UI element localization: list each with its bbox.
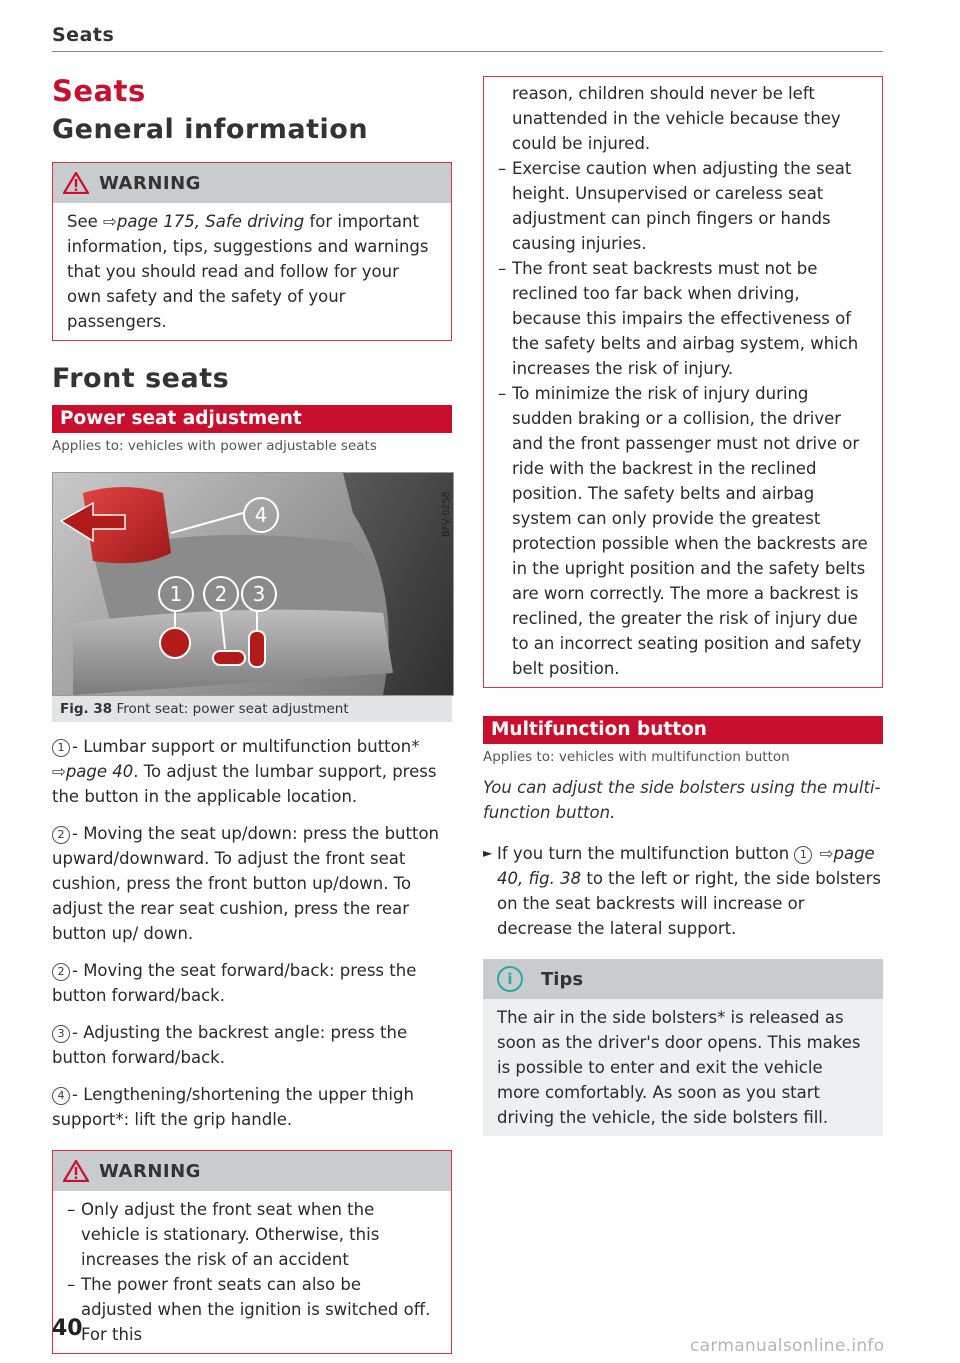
item-backrest-angle: 3 - Adjusting the backrest angle: press the button forward/back.: [52, 1023, 408, 1067]
step-bullet-icon: ►: [483, 846, 493, 860]
tips-body: The air in the side bolsters* is released as soon as the driver's door opens. This makes is possible to enter and exit the vehicle more comfortably. As soon as you start driving the vehicle, the side bolsters fill.: [497, 1008, 861, 1127]
header-rule: [52, 51, 883, 52]
callout-3: 3: [241, 576, 277, 612]
callout-number: 2: [52, 963, 70, 981]
warning-text-prefix: See: [67, 212, 104, 231]
warning-label: WARNING: [99, 172, 201, 194]
item-lumbar: 1 - Lumbar support or multifunction button* ⇨page 40. To adjust the lumbar support, press the button in the applicable location.: [52, 737, 437, 806]
section-title: General information: [52, 114, 369, 145]
intro-text: You can adjust the side bolsters using the multi-function button.: [483, 778, 881, 822]
callout-2: 2: [203, 576, 239, 612]
info-icon: i: [497, 966, 523, 992]
warning-continuation-box: [483, 76, 883, 688]
warning-body: [53, 1191, 451, 1353]
applies-to: Applies to: vehicles with multifunction button: [483, 749, 790, 765]
front-seats-title: Front seats: [52, 363, 230, 394]
left-column: [52, 72, 452, 1354]
arrow-right-icon: ⇨: [52, 762, 66, 781]
callout-4: 4: [243, 497, 279, 533]
warning-header: [53, 1151, 451, 1191]
list-item: – To minimize the risk of injury during sudden braking or a collision, the driver and the front passenger must not drive or ride with the backrest in the reclined position. The safety belts and airbag system can only provide the greatest protection possible when the backrests are in the upright position and the safety belts are worn correctly. The more a backrest is reclined, the greater the risk of injury due to an incorrect seating position and safety belt position.: [498, 381, 868, 681]
callout-number: 4: [52, 1087, 70, 1105]
figure-caption: [52, 696, 452, 722]
watermark: carmanualsonline.info: [690, 1336, 885, 1356]
tips-header: [483, 959, 883, 999]
figure-code: BFV-0258: [441, 491, 452, 537]
tips-box: [483, 959, 883, 1136]
arrow-right-icon: ⇨: [819, 844, 834, 863]
item-seat-updown: 2 - Moving the seat up/down: press the button upward/downward. To adjust the front seat cushion, press the front button up/down. To adjust the rear seat cushion, press the rear button up/ down.: [52, 824, 439, 943]
page-link-40[interactable]: page 40: [65, 762, 134, 781]
subsection-bar-multifunction: Multifunction button: [483, 716, 883, 744]
callout-number: 2: [52, 826, 70, 844]
chapter-title: Seats: [52, 74, 146, 108]
step-instruction: ► If you turn the multifunction button 1 ⇨page 40, fig. 38 to the left or right, the side bolsters on the seat backrests will increase or decrease the lateral support.: [483, 841, 883, 941]
item-seat-forward-back: 2 - Moving the seat forward/back: press the button forward/back.: [52, 961, 417, 1005]
subsection-bar-power-seat: Power seat adjustment: [52, 405, 452, 433]
callout-number: 1: [52, 739, 70, 757]
callout-number: 1: [794, 846, 812, 864]
seat-figure: [52, 472, 454, 696]
arrow-right-icon: ⇨: [103, 212, 117, 231]
warning-box: [52, 162, 452, 341]
page-link-fig-38[interactable]: page 40, fig. 38: [497, 844, 875, 888]
warning-triangle-icon: [63, 172, 89, 194]
figure-caption-text: Front seat: power seat adjustment: [116, 701, 349, 717]
figure-label: Fig. 38: [60, 701, 113, 717]
list-item: – Exercise caution when adjusting the seat height. Unsupervised or careless seat adjustment can pinch fingers or hands causing injuries.: [498, 156, 868, 256]
continuation-text: reason, children should never be left unattended in the vehicle because they could be injured.: [512, 84, 841, 153]
warning-triangle-icon: [63, 1160, 89, 1182]
warning-text-suffix: for important information, tips, suggestions and warnings that you should read and follow for your own safety and the safety of your passengers.: [67, 212, 429, 331]
list-item: – Only adjust the front seat when the vehicle is stationary. Otherwise, this increases the risk of an accident: [67, 1197, 437, 1272]
page-number: 40: [52, 1316, 83, 1341]
item-thigh-support: 4 - Lengthening/shortening the upper thigh support*: lift the grip handle.: [52, 1085, 414, 1129]
page-link-safe-driving[interactable]: page 175, Safe driving: [116, 212, 305, 231]
callout-1: 1: [158, 576, 194, 612]
list-item: – The front seat backrests must not be reclined too far back when driving, because this impairs the effectiveness of the safety belts and airbag system, which increases the risk of injury.: [498, 256, 868, 381]
warning-label: WARNING: [99, 1160, 201, 1182]
warning-box-2: [52, 1150, 452, 1354]
applies-to: Applies to: vehicles with power adjustable seats: [52, 438, 377, 454]
running-header: Seats: [52, 24, 115, 46]
warning-body: [53, 203, 451, 340]
warning-header: [53, 163, 451, 203]
tips-label: Tips: [541, 968, 584, 990]
list-item: – The power front seats can also be adjusted when the ignition is switched off. For this: [67, 1272, 437, 1347]
right-column: [483, 76, 883, 1136]
callout-number: 3: [52, 1025, 70, 1043]
